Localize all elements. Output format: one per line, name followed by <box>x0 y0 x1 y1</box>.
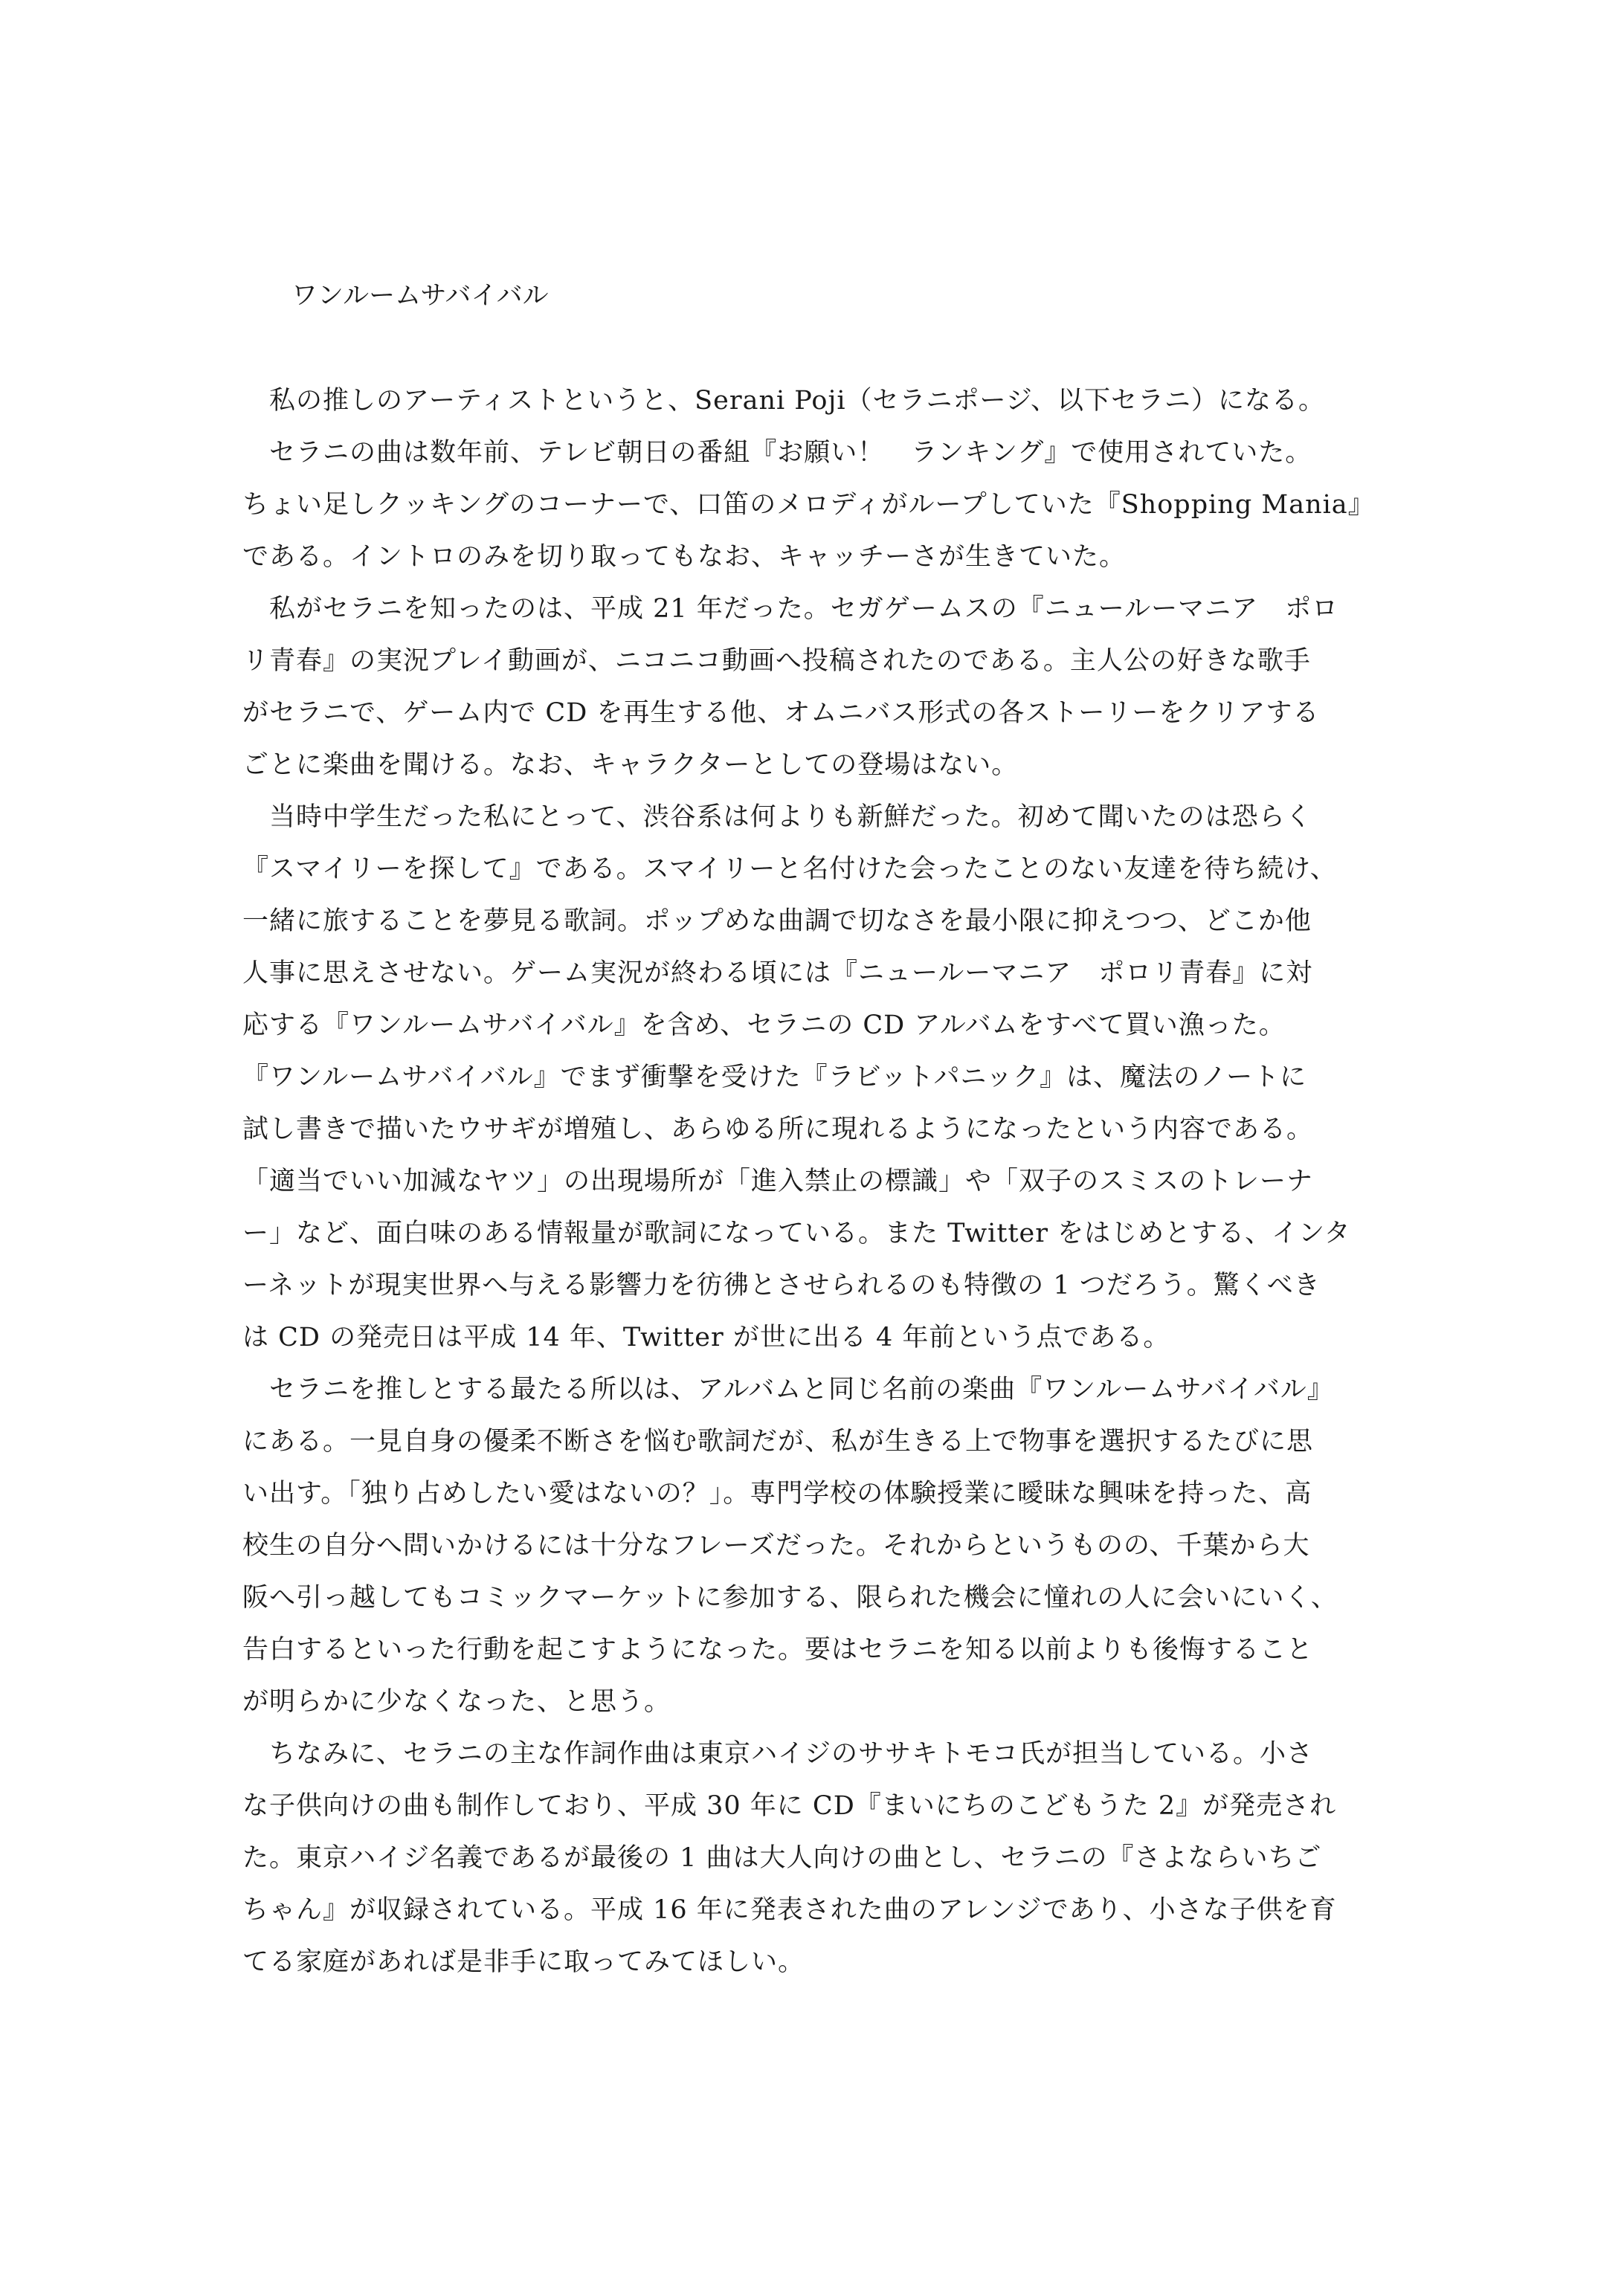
body-text-line: セラニを推しとする最たる所以は、アルバムと同じ名前の楽曲『ワンルームサバイバル』 <box>242 1375 1334 1405</box>
body-text-line: 阪へ引っ越してもコミックマーケットに参加する、限られた機会に憧れの人に会いにいく、 <box>242 1583 1338 1613</box>
body-text-line: 私の推しのアーティストというと、Serani Poji（セラニポージ、以下セラニ）になる。 <box>242 386 1326 416</box>
body-text-line: ー」など、面白味のある情報量が歌詞になっている。また Twitter をはじめとする、インタ <box>242 1219 1351 1248</box>
body-text-line: 告白するといった行動を起こすようになった。要はセラニを知る以前よりも後悔すること <box>242 1635 1314 1665</box>
body-text-line: ちょい足しクッキングのコーナーで、口笛のメロディがループしていた『Shopping Mania』 <box>242 490 1375 520</box>
body-text-line: 当時中学生だった私にとって、渋谷系は何よりも新鮮だった。初めて聞いたのは恐らく <box>242 802 1312 832</box>
body-text-line: ごとに楽曲を聞ける。なお、キャラクターとしての登場はない。 <box>242 750 1019 780</box>
body-text-line: ちなみに、セラニの主な作詞作曲は東京ハイジのササキトモコ氏が担当している。小さ <box>242 1739 1314 1769</box>
body-text-line: ーネットが現実世界へ与える影響力を彷彿とさせられるのも特徴の 1 つだろう。驚くべき <box>242 1271 1321 1300</box>
body-text-line: 『ワンルームサバイバル』でまず衝撃を受けた『ラビットパニック』は、魔法のノートに <box>242 1062 1307 1092</box>
body-text-line: な子供向けの曲も制作しており、平成 30 年に CD『まいにちのこどもうた 2』が発売され <box>242 1791 1337 1821</box>
body-text-line: てる家庭があれば是非手に取ってみてほしい。 <box>242 1947 805 1977</box>
body-text-line: た。東京ハイジ名義であるが最後の 1 曲は大人向けの曲とし、セラニの『さよならいちご <box>242 1843 1322 1873</box>
body-text-line: 私がセラニを知ったのは、平成 21 年だった。セガゲームスの『ニュールーマニア ポロ <box>242 594 1339 624</box>
body-text-line: リ青春』の実況プレイ動画が、ニコニコ動画へ投稿されたのである。主人公の好きな歌手 <box>242 646 1311 676</box>
document-title: ワンルームサバイバル <box>291 281 549 311</box>
body-text-line: がセラニで、ゲーム内で CD を再生する他、オムニバス形式の各ストーリーをクリアする <box>242 698 1320 728</box>
body-text-line: 一緒に旅することを夢見る歌詞。ポップめな曲調で切なさを最小限に抑えつつ、どこか他 <box>242 906 1312 936</box>
body-text-line: 試し書きで描いたウサギが増殖し、あらゆる所に現れるようになったという内容である。 <box>242 1115 1314 1144</box>
body-text-line: 人事に思えさせない。ゲーム実況が終わる頃には『ニュールーマニア ポロリ青春』に対 <box>242 958 1313 988</box>
body-text-line: が明らかに少なくなった、と思う。 <box>242 1687 671 1717</box>
body-text-line: にある。一見自身の優柔不断さを悩む歌詞だが、私が生きる上で物事を選択するたびに思 <box>242 1427 1314 1457</box>
body-text-line: い出す。「独り占めしたい愛はないの？」。専門学校の体験授業に曖昧な興味を持った、高 <box>242 1479 1312 1509</box>
document-body <box>242 375 1402 1988</box>
body-text-line: は CD の発売日は平成 14 年、Twitter が世に出る 4 年前という点である。 <box>242 1323 1170 1352</box>
body-text-line: 「適当でいい加減なヤツ」の出現場所が「進入禁止の標識」や「双子のスミスのトレーナ <box>242 1167 1314 1196</box>
body-text-line: セラニの曲は数年前、テレビ朝日の番組『お願い！ ランキング』で使用されていた。 <box>242 438 1312 468</box>
body-text-line: 応する『ワンルームサバイバル』を含め、セラニの CD アルバムをすべて買い漁った。 <box>242 1010 1286 1040</box>
body-text-line: 『スマイリーを探して』である。スマイリーと名付けた会ったことのない友達を待ち続け、 <box>242 854 1337 884</box>
body-text-line: ちゃん』が収録されている。平成 16 年に発表された曲のアレンジであり、小さな子供を育 <box>242 1895 1337 1925</box>
body-text-line: である。イントロのみを切り取ってもなお、キャッチーさが生きていた。 <box>242 542 1127 572</box>
body-text-line: 校生の自分へ問いかけるには十分なフレーズだった。それからというものの、千葉から大 <box>242 1531 1310 1561</box>
